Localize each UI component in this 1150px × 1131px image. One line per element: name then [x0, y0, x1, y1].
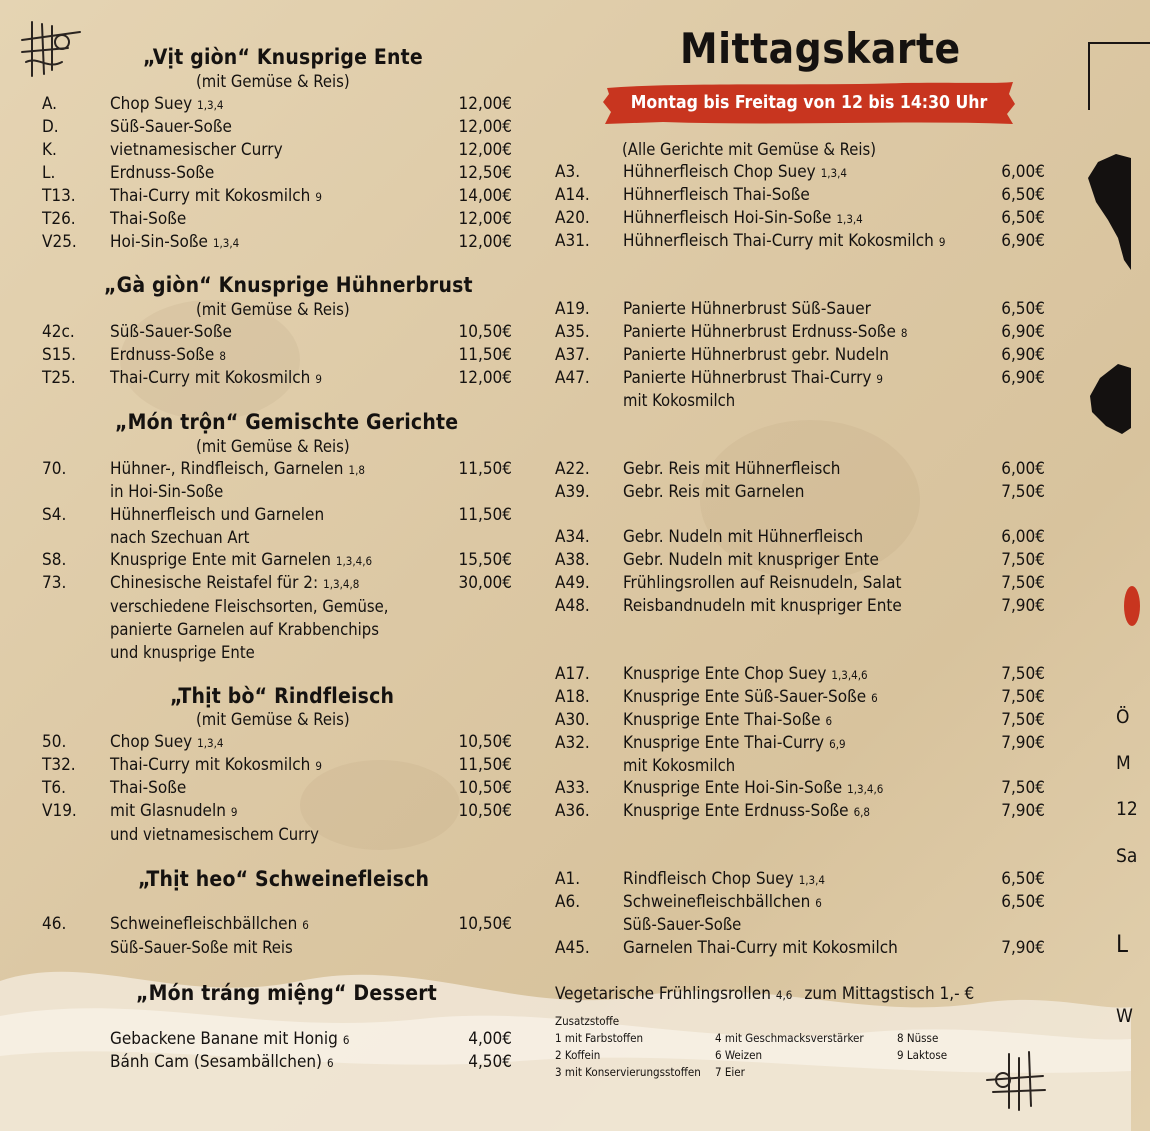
item-name: Knusprige Ente mit Garnelen 1,3,4,6 [110, 550, 373, 570]
opening-hours-text: Montag bis Freitag von 12 bis 14:30 Uhr [630, 93, 988, 113]
item-code: A49. [555, 573, 590, 593]
item-description: und knusprige Ente [110, 643, 255, 662]
item-price: 6,00€ [1001, 162, 1045, 182]
item-code: V19. [42, 801, 77, 821]
item-name: Knusprige Ente Hoi-Sin-Soße 1,3,4,6 [623, 778, 884, 798]
lunch-item [555, 322, 1045, 345]
menu-item [42, 232, 512, 255]
right-edge-text: 12 [1116, 798, 1138, 820]
item-description: und vietnamesischem Curry [110, 825, 319, 844]
lunch-note: (Alle Gerichte mit Gemüse & Reis) [622, 140, 877, 159]
item-code: T6. [42, 778, 66, 798]
item-code: A39. [555, 482, 590, 502]
lunch-item [555, 596, 1045, 619]
item-name: Gebackene Banane mit Honig 6 [110, 1029, 350, 1049]
item-code: 50. [42, 732, 67, 752]
menu-item [42, 459, 512, 482]
lunch-item [555, 527, 1045, 550]
item-code: A6. [555, 892, 581, 912]
section-subtitle: (mit Gemüse & Reis) [196, 72, 350, 91]
lunch-item [555, 938, 1045, 961]
item-price: 10,50€ [458, 322, 512, 342]
menu-item [42, 778, 512, 801]
item-price: 7,50€ [1001, 710, 1045, 730]
item-price: 30,00€ [458, 573, 512, 593]
item-code: A35. [555, 322, 590, 342]
item-price: 6,00€ [1001, 459, 1045, 479]
item-code: A. [42, 94, 58, 114]
item-code: A19. [555, 299, 590, 319]
right-edge-text: W [1116, 1005, 1133, 1027]
menu-item [42, 163, 512, 186]
lunch-item [555, 208, 1045, 231]
item-price: 7,50€ [1001, 573, 1045, 593]
item-description: panierte Garnelen auf Krabbenchips [110, 620, 379, 639]
item-price: 10,50€ [458, 914, 512, 934]
item-price: 7,50€ [1001, 482, 1045, 502]
item-code: A37. [555, 345, 590, 365]
item-price: 6,00€ [1001, 527, 1045, 547]
item-name: Gebr. Reis mit Garnelen [623, 482, 805, 502]
item-price: 10,50€ [458, 778, 512, 798]
item-price: 6,50€ [1001, 208, 1045, 228]
lunch-item [555, 778, 1045, 801]
item-price: 7,50€ [1001, 664, 1045, 684]
item-name: Süß-Sauer-Soße [110, 322, 232, 342]
item-name: Gebr. Nudeln mit knuspriger Ente [623, 550, 879, 570]
lunch-item [555, 482, 1045, 505]
additive-item: 4 mit Geschmacksverstärker [715, 1031, 864, 1045]
item-name: Gebr. Reis mit Hühnerfleisch [623, 459, 841, 479]
item-description: nach Szechuan Art [110, 528, 250, 547]
item-price: 6,90€ [1001, 322, 1045, 342]
section-subtitle: (mit Gemüse & Reis) [196, 300, 350, 319]
right-edge-text: Sa [1116, 845, 1138, 867]
item-price: 6,50€ [1001, 185, 1045, 205]
lunch-item [555, 299, 1045, 322]
menu-item [42, 186, 512, 209]
additives-title: Zusatzstoffe [555, 1014, 620, 1028]
menu-item [42, 140, 512, 163]
item-code: A33. [555, 778, 590, 798]
item-name: Bánh Cam (Sesambällchen) 6 [110, 1052, 334, 1072]
item-price: 6,50€ [1001, 892, 1045, 912]
item-name: Chinesische Reistafel für 2: 1,3,4,8 [110, 573, 360, 593]
menu-item [42, 368, 512, 391]
item-name: Knusprige Ente Thai-Curry 6,9 [623, 733, 846, 753]
lunch-item [555, 345, 1045, 368]
item-name: Thai-Soße [110, 778, 187, 798]
item-name: Panierte Hühnerbrust Süß-Sauer [623, 299, 871, 319]
item-price: 12,50€ [458, 163, 512, 183]
lunch-item [555, 231, 1045, 254]
item-name: vietnamesischer Curry [110, 140, 283, 160]
lunch-item [555, 185, 1045, 208]
item-price: 7,50€ [1001, 687, 1045, 707]
vegetarian-spring-rolls-note: Vegetarische Frühlingsrollen 4,6 zum Mittagstisch 1,- € [555, 984, 975, 1004]
item-price: 12,00€ [458, 209, 512, 229]
item-code: A17. [555, 664, 590, 684]
item-description: Süß-Sauer-Soße [623, 915, 742, 934]
additive-item: 2 Koffein [555, 1048, 601, 1062]
page-title: Mittagskarte [680, 24, 961, 73]
item-name: Gebr. Nudeln mit Hühnerfleisch [623, 527, 864, 547]
item-price: 7,90€ [1001, 733, 1045, 753]
item-name: Hühnerfleisch und Garnelen [110, 505, 325, 525]
item-code: S4. [42, 505, 67, 525]
item-price: 6,90€ [1001, 231, 1045, 251]
item-name: Hühnerfleisch Thai-Curry mit Kokosmilch 9 [623, 231, 946, 251]
additive-item: 7 Eier [715, 1065, 745, 1079]
item-name: Erdnuss-Soße [110, 163, 215, 183]
item-code: A1. [555, 869, 581, 889]
item-code: 70. [42, 459, 67, 479]
item-name: Süß-Sauer-Soße [110, 117, 232, 137]
item-code: A20. [555, 208, 590, 228]
item-price: 4,00€ [468, 1029, 512, 1049]
additive-item: 8 Nüsse [897, 1031, 939, 1045]
lunch-item [555, 869, 1045, 892]
item-name: Panierte Hühnerbrust Erdnuss-Soße 8 [623, 322, 908, 342]
item-code: A34. [555, 527, 590, 547]
item-price: 7,90€ [1001, 596, 1045, 616]
item-name: Schweinefleischbällchen 6 [110, 914, 309, 934]
item-name: Schweinefleischbällchen 6 [623, 892, 822, 912]
item-code: A45. [555, 938, 590, 958]
right-edge-text: L [1116, 930, 1129, 958]
lunch-item [555, 801, 1045, 824]
lunch-item [555, 733, 1045, 756]
red-accent-decoration [1124, 586, 1140, 626]
item-price: 6,50€ [1001, 869, 1045, 889]
item-price: 6,50€ [1001, 299, 1045, 319]
item-code: A38. [555, 550, 590, 570]
lunch-item [555, 892, 1045, 915]
item-code: A36. [555, 801, 590, 821]
item-price: 11,50€ [458, 459, 512, 479]
menu-item [42, 732, 512, 755]
additive-item: 3 mit Konservierungsstoffen [555, 1065, 701, 1079]
item-code: A22. [555, 459, 590, 479]
item-description: Süß-Sauer-Soße mit Reis [110, 938, 293, 957]
menu-item [110, 1029, 512, 1052]
item-description: mit Kokosmilch [623, 756, 736, 775]
item-price: 6,90€ [1001, 345, 1045, 365]
section-title-beef: „Thịt bò“ Rindfleisch [170, 684, 395, 708]
map-silhouette-icon [1088, 150, 1131, 460]
section-subtitle: (mit Gemüse & Reis) [196, 710, 350, 729]
item-price: 7,90€ [1001, 801, 1045, 821]
menu-item [42, 345, 512, 368]
item-name: Chop Suey 1,3,4 [110, 732, 224, 752]
item-description: verschiedene Fleischsorten, Gemüse, [110, 597, 389, 616]
lunch-item [555, 459, 1045, 482]
right-edge-text: Ö [1116, 706, 1130, 728]
item-name: Hühner-, Rindfleisch, Garnelen 1,8 [110, 459, 365, 479]
item-price: 7,50€ [1001, 550, 1045, 570]
item-code: A32. [555, 733, 590, 753]
section-title-pork: „Thịt heo“ Schweinefleisch [138, 867, 430, 891]
item-code: T26. [42, 209, 76, 229]
item-name: Knusprige Ente Chop Suey 1,3,4,6 [623, 664, 868, 684]
menu-item [110, 1052, 512, 1075]
lunch-item [555, 368, 1045, 391]
item-name: Thai-Curry mit Kokosmilch 9 [110, 186, 322, 206]
item-name: Thai-Curry mit Kokosmilch 9 [110, 368, 322, 388]
item-code: T25. [42, 368, 76, 388]
item-code: A47. [555, 368, 590, 388]
lunch-item [555, 687, 1045, 710]
item-code: A3. [555, 162, 581, 182]
menu-item [42, 209, 512, 232]
item-code: S8. [42, 550, 67, 570]
item-price: 11,50€ [458, 505, 512, 525]
item-name: Knusprige Ente Süß-Sauer-Soße 6 [623, 687, 878, 707]
item-name: Panierte Hühnerbrust gebr. Nudeln [623, 345, 890, 365]
menu-item [42, 117, 512, 140]
item-price: 12,00€ [458, 94, 512, 114]
item-code: A14. [555, 185, 590, 205]
item-name: Thai-Soße [110, 209, 187, 229]
item-name: Reisbandnudeln mit knuspriger Ente [623, 596, 902, 616]
item-name: Hühnerfleisch Chop Suey 1,3,4 [623, 162, 848, 182]
item-code: L. [42, 163, 56, 183]
item-code: A30. [555, 710, 590, 730]
item-code: A18. [555, 687, 590, 707]
lunch-item [555, 162, 1045, 185]
item-price: 12,00€ [458, 232, 512, 252]
item-name: Rindfleisch Chop Suey 1,3,4 [623, 869, 826, 889]
menu-item [42, 550, 512, 573]
item-price: 12,00€ [458, 140, 512, 160]
item-name: Panierte Hühnerbrust Thai-Curry 9 [623, 368, 883, 388]
item-code: 73. [42, 573, 67, 593]
item-code: D. [42, 117, 59, 137]
menu-item [42, 505, 512, 528]
section-title-duck: „Vịt giòn“ Knusprige Ente [143, 45, 423, 69]
item-name: Hoi-Sin-Soße 1,3,4 [110, 232, 240, 252]
item-code: 42c. [42, 322, 75, 342]
frame-corner [1088, 42, 1150, 110]
item-name: mit Glasnudeln 9 [110, 801, 238, 821]
item-name: Garnelen Thai-Curry mit Kokosmilch [623, 938, 898, 958]
lunch-item [555, 710, 1045, 733]
knot-ornament-icon [985, 1050, 1047, 1112]
item-code: K. [42, 140, 57, 160]
item-price: 4,50€ [468, 1052, 512, 1072]
item-name: Frühlingsrollen auf Reisnudeln, Salat [623, 573, 902, 593]
item-code: A48. [555, 596, 590, 616]
additive-item: 6 Weizen [715, 1048, 763, 1062]
item-price: 12,00€ [458, 368, 512, 388]
item-name: Erdnuss-Soße 8 [110, 345, 226, 365]
item-code: T13. [42, 186, 76, 206]
item-price: 6,90€ [1001, 368, 1045, 388]
item-price: 10,50€ [458, 732, 512, 752]
item-name: Hühnerfleisch Thai-Soße [623, 185, 810, 205]
item-code: A31. [555, 231, 590, 251]
item-price: 12,00€ [458, 117, 512, 137]
item-price: 15,50€ [458, 550, 512, 570]
item-code: T32. [42, 755, 76, 775]
item-price: 10,50€ [458, 801, 512, 821]
item-description: in Hoi-Sin-Soße [110, 482, 224, 501]
additive-item: 1 mit Farbstoffen [555, 1031, 644, 1045]
lunch-item [555, 664, 1045, 687]
lunch-item [555, 573, 1045, 596]
item-code: S15. [42, 345, 77, 365]
section-title-mixed: „Món trộn“ Gemischte Gerichte [115, 410, 459, 434]
item-price: 7,90€ [1001, 938, 1045, 958]
item-name: Knusprige Ente Erdnuss-Soße 6,8 [623, 801, 871, 821]
item-code: V25. [42, 232, 77, 252]
section-title-chicken: „Gà giòn“ Knusprige Hühnerbrust [104, 273, 473, 297]
right-edge-text: M [1116, 752, 1131, 774]
item-name: Thai-Curry mit Kokosmilch 9 [110, 755, 322, 775]
item-name: Hühnerfleisch Hoi-Sin-Soße 1,3,4 [623, 208, 863, 228]
menu-item [42, 573, 512, 596]
menu-item [42, 322, 512, 345]
menu-item [42, 94, 512, 117]
item-price: 14,00€ [458, 186, 512, 206]
section-title-dessert: „Món tráng miệng“ Dessert [136, 981, 437, 1005]
item-code: 46. [42, 914, 67, 934]
menu-item [42, 914, 512, 937]
item-description: mit Kokosmilch [623, 391, 736, 410]
item-name: Knusprige Ente Thai-Soße 6 [623, 710, 833, 730]
item-price: 7,50€ [1001, 778, 1045, 798]
menu-item [42, 755, 512, 778]
item-price: 11,50€ [458, 345, 512, 365]
item-name: Chop Suey 1,3,4 [110, 94, 224, 114]
additive-item: 9 Laktose [897, 1048, 948, 1062]
item-price: 11,50€ [458, 755, 512, 775]
lunch-item [555, 550, 1045, 573]
knot-ornament-icon [18, 18, 84, 80]
menu-item [42, 801, 512, 824]
section-subtitle: (mit Gemüse & Reis) [196, 437, 350, 456]
